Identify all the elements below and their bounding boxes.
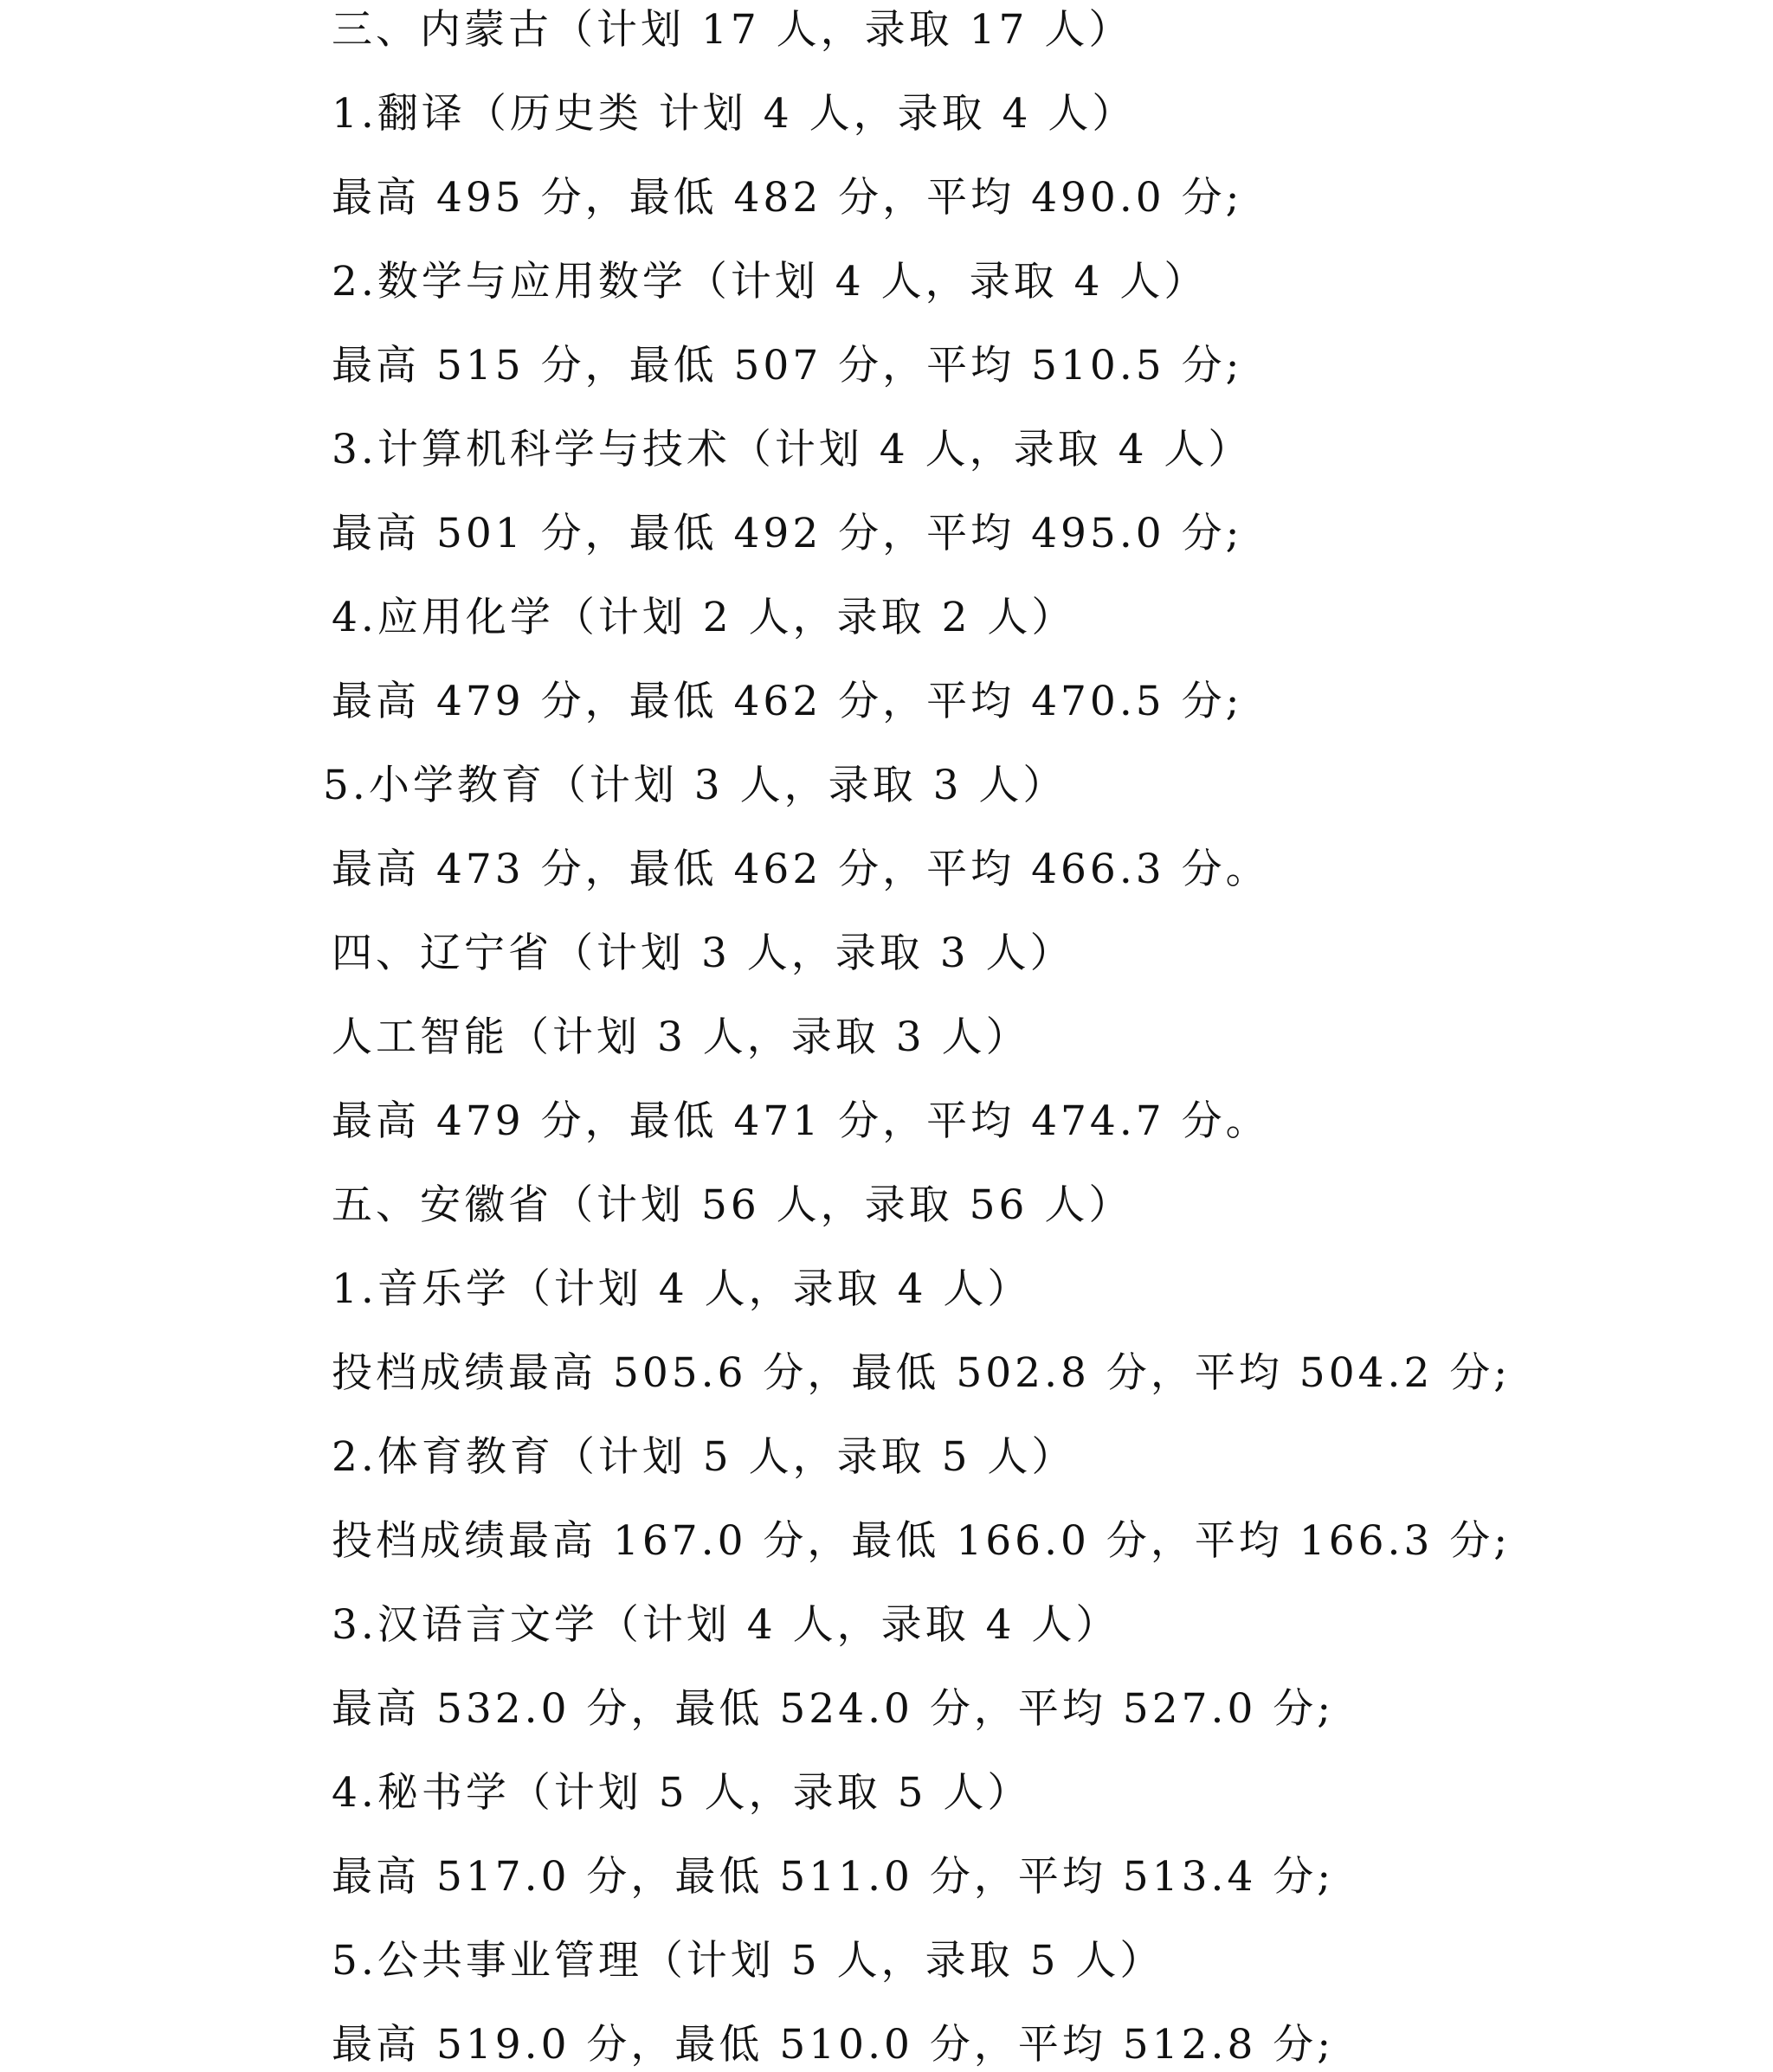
major-heading: 5.小学教育（计划 3 人，录取 3 人） — [323, 762, 1067, 809]
score-line: 最高 519.0 分，最低 510.0 分，平均 512.8 分; — [332, 2021, 1335, 2069]
score-line: 最高 515 分，最低 507 分，平均 510.5 分; — [332, 342, 1243, 389]
major-heading: 5.公共事业管理（计划 5 人，录取 5 人） — [332, 1937, 1164, 1985]
document-page — [323, 0, 1734, 2072]
score-line: 最高 473 分，最低 462 分，平均 466.3 分。 — [332, 846, 1270, 893]
section-heading-inner-mongolia: 三、内蒙古（计划 17 人，录取 17 人） — [332, 6, 1133, 54]
major-heading: 4.应用化学（计划 2 人，录取 2 人） — [332, 594, 1076, 641]
score-line: 最高 532.0 分，最低 524.0 分，平均 527.0 分; — [332, 1685, 1335, 1733]
major-heading: 3.汉语言文学（计划 4 人，录取 4 人） — [332, 1601, 1120, 1649]
major-heading: 1.翻译（历史类 计划 4 人，录取 4 人） — [332, 90, 1137, 138]
major-heading: 3.计算机科学与技术（计划 4 人，录取 4 人） — [332, 426, 1253, 473]
major-heading: 2.体育教育（计划 5 人，录取 5 人） — [332, 1433, 1076, 1481]
score-line: 最高 501 分，最低 492 分，平均 495.0 分; — [332, 510, 1243, 557]
score-line: 最高 479 分，最低 462 分，平均 470.5 分; — [332, 678, 1243, 725]
score-line: 最高 479 分，最低 471 分，平均 474.7 分。 — [332, 1097, 1270, 1145]
score-line: 最高 495 分，最低 482 分，平均 490.0 分; — [332, 174, 1243, 222]
major-heading: 2.数学与应用数学（计划 4 人，录取 4 人） — [332, 258, 1209, 306]
major-heading: 人工智能（计划 3 人，录取 3 人） — [332, 1013, 1030, 1061]
major-heading: 1.音乐学（计划 4 人，录取 4 人） — [332, 1265, 1032, 1313]
score-line: 投档成绩最高 505.6 分，最低 502.8 分，平均 504.2 分; — [332, 1349, 1512, 1397]
score-line: 投档成绩最高 167.0 分，最低 166.0 分，平均 166.3 分; — [332, 1517, 1512, 1565]
section-heading-anhui: 五、安徽省（计划 56 人，录取 56 人） — [332, 1181, 1133, 1229]
major-heading: 4.秘书学（计划 5 人，录取 5 人） — [332, 1769, 1032, 1817]
score-line: 最高 517.0 分，最低 511.0 分，平均 513.4 分; — [332, 1853, 1335, 1901]
section-heading-liaoning: 四、辽宁省（计划 3 人，录取 3 人） — [332, 930, 1074, 977]
